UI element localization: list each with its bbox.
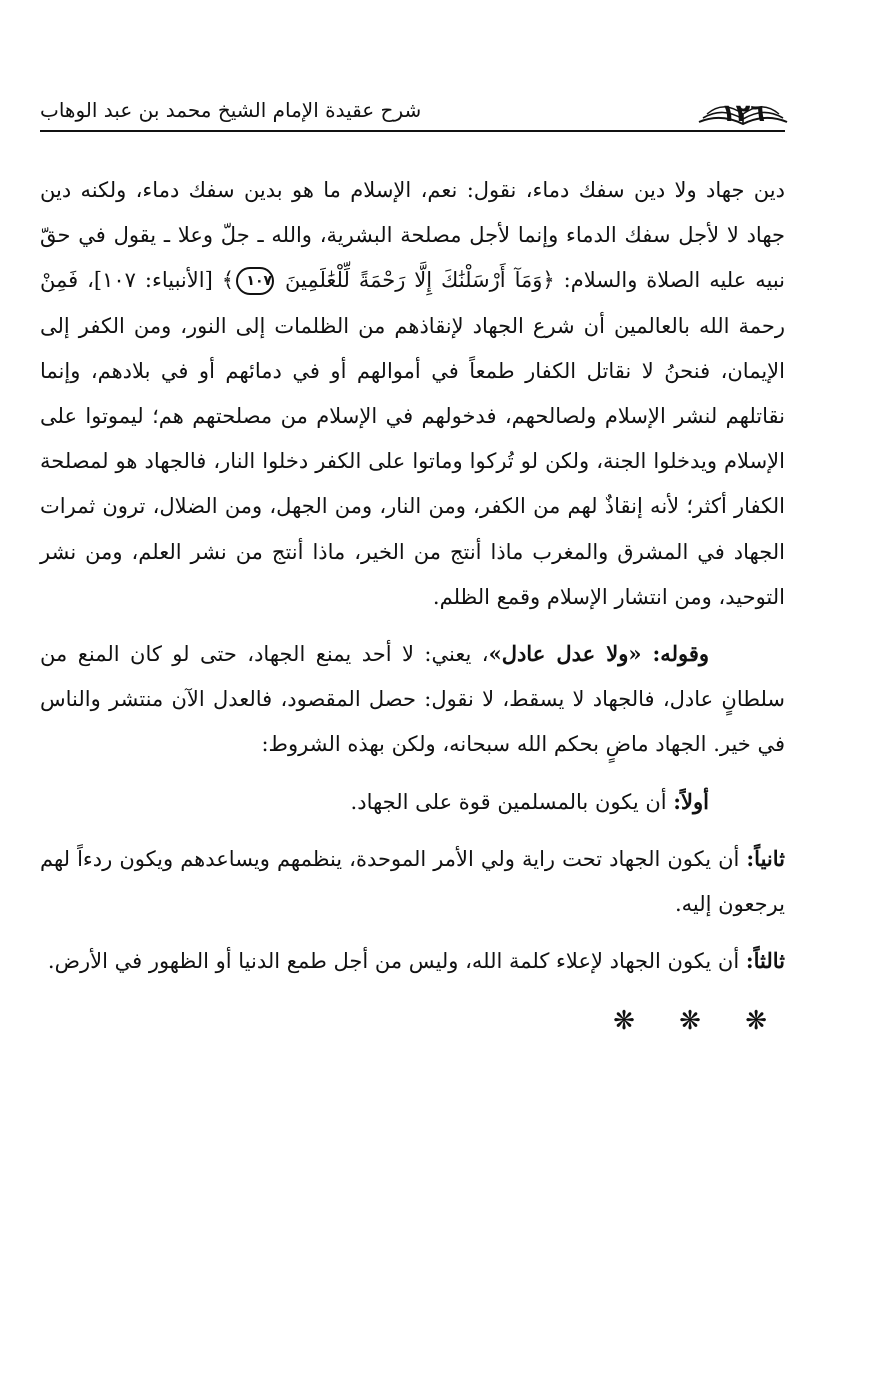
- page-header: [40, 78, 785, 132]
- condition-item: [40, 779, 785, 825]
- condition-label: أولاً:: [673, 788, 709, 814]
- paragraph-just-ruler: [40, 631, 785, 768]
- paragraph-text: دين جهاد ولا دين سفك دماء، نقول: نعم، الإسلام ما هو بدين سفك دماء، ولكنه دين جهاد لا لأجل سفك الدماء وإنما لأجل مصلحة البشرية، والله ـ جلّ وعلا ـ يقول في حقّ نبيه عليه الصلاة والسلام:: [40, 178, 786, 293]
- page-number: ١٢٦: [721, 99, 765, 127]
- paragraph-text: فَمِنْ رحمة الله بالعالمين أن شرع الجهاد لإنقاذهم من الظلمات إلى النور، ومن الكفر إلى الإيمان، فنحنُ لا نقاتل الكفار طمعاً في أموالهم أو في دمائهم أو في بلادهم، وإنما نقاتلهم لنشر الإسلام ولصالحهم، فدخولهم في الإسلام من مصلحتهم هم؛ ليموتوا على الإسلام ويدخلوا الجنة، ولكن لو تُركوا وماتوا على الكفر دخلوا النار، فالجهاد هو لمصلحة الكفار أكثر؛ لأنه إنقاذٌ لهم من الكفر، ومن النار، ومن الجهل، ومن الضلال، ترون ثمرات الجهاد في المشرق والمغرب ماذا أنتج من الخير، ماذا أنتج من نشر العلم، ومن نشر التوحيد، ومن انتشار الإسلام وقمع الظلم.: [40, 268, 785, 609]
- section-separator: ❋ ❋ ❋: [613, 1006, 785, 1037]
- quran-close-bracket: ﴾: [221, 268, 235, 293]
- paragraph-lead: وقوله: «ولا عدل عادل»: [488, 641, 709, 667]
- paragraph-text: ، يعني: لا أحد يمنع الجهاد، حتى لو كان المنع من سلطانٍ عادل، فالجهاد لا يسقط، لا نقول: حصل المقصود، فالعدل الآن منتشر والناس في خير. الجهاد ماضٍ بحكم الله سبحانه، ولكن بهذه الشروط:: [40, 642, 785, 757]
- condition-item: [40, 938, 785, 984]
- running-title: شرح عقيدة الإمام الشيخ محمد بن عبد الوهاب: [40, 98, 422, 122]
- condition-text: أن يكون بالمسلمين قوة على الجهاد.: [350, 789, 667, 814]
- body-text: [40, 168, 786, 1037]
- ayah-number-marker: ١٠٧: [236, 267, 274, 295]
- quran-reference: [الأنبياء: ١٠٧]،: [87, 268, 213, 293]
- page-content: [40, 78, 786, 1037]
- condition-label: ثانياً:: [746, 845, 785, 871]
- quran-verse: [222, 268, 555, 292]
- condition-text: أن يكون الجهاد لإعلاء كلمة الله، وليس من أجل طمع الدنيا أو الظهور في الأرض.: [47, 949, 740, 974]
- condition-item: [40, 836, 785, 927]
- paragraph-jihad-mercy: [40, 168, 785, 620]
- quran-open-bracket: ﴿: [542, 268, 555, 293]
- condition-label: ثالثاً:: [745, 948, 785, 974]
- quran-text: وَمَآ أَرْسَلْنَٰكَ إِلَّا رَحْمَةً لِّلْعَٰلَمِينَ: [285, 268, 543, 293]
- condition-text: أن يكون الجهاد تحت راية ولي الأمر الموحدة، ينظمهم ويساعدهم ويكون ردءاً لهم يرجعون إليه.: [40, 846, 785, 917]
- page-number-badge: [695, 88, 791, 130]
